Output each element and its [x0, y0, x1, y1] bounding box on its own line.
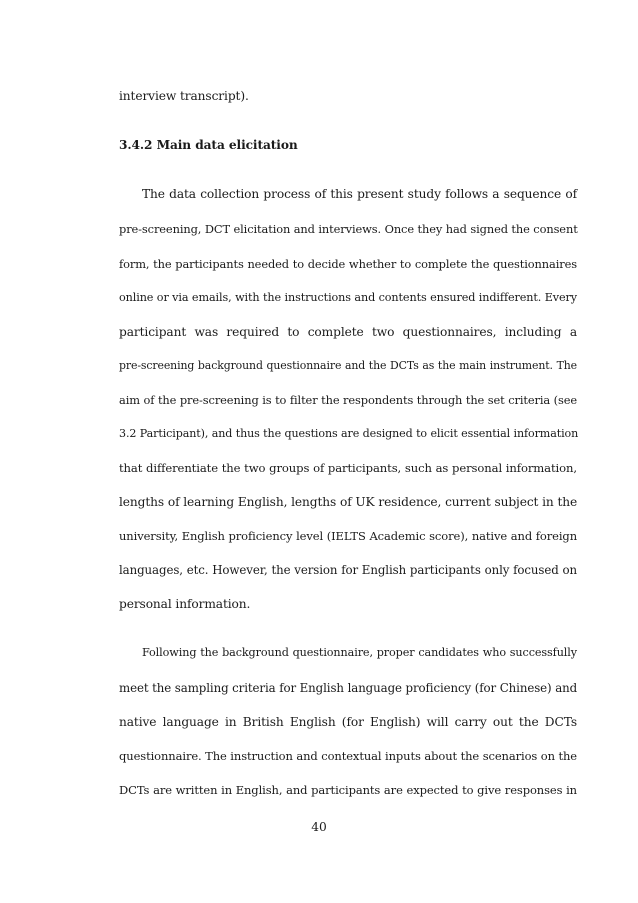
paragraph-1-line: lengths of learning English, lengths of UK residence, current subject in the	[119, 495, 578, 509]
paragraph-1-line: university, English proficiency level (IELTS Academic score), native and foreign	[119, 529, 577, 543]
page-number: 40	[311, 820, 327, 834]
paragraph-1-line: that differentiate the two groups of participants, such as personal information,	[119, 461, 577, 475]
paragraph-1-line: form, the participants needed to decide whether to complete the questionnaires	[119, 257, 577, 271]
paragraph-2-line: questionnaire. The instruction and contextual inputs about the scenarios on the	[119, 749, 577, 763]
paragraph-1-line: 3.2 Participant), and thus the questions are designed to elicit essential information	[119, 427, 579, 440]
paragraph-1-line: languages, etc. However, the version for English participants only focused on	[119, 563, 577, 577]
paragraph-1-line: pre-screening, DCT elicitation and interviews. Once they had signed the consent	[119, 222, 578, 236]
paragraph-1-line: participant was required to complete two questionnaires, including a	[119, 325, 577, 339]
paragraph-2-line: native language in British English (for English) will carry out the DCTs	[119, 715, 577, 729]
paragraph-2-line: Following the background questionnaire, proper candidates who successfully	[142, 646, 577, 659]
paragraph-1-last-line: personal information.	[119, 597, 251, 611]
paragraph-1-line: The data collection process of this present study follows a sequence of	[142, 187, 577, 201]
paragraph-2-line: DCTs are written in English, and participants are expected to give responses in	[119, 783, 577, 797]
paragraph-1-line: aim of the pre-screening is to filter the respondents through the set criteria (see	[119, 393, 577, 407]
paragraph-2-line: meet the sampling criteria for English language proficiency (for Chinese) and	[119, 681, 578, 695]
paragraph-1-line: online or via emails, with the instructions and contents ensured indifferent. Every	[119, 291, 577, 304]
continuation-line: interview transcript).	[119, 89, 249, 103]
section-heading: 3.4.2 Main data elicitation	[119, 138, 298, 152]
paragraph-1-line: pre-screening background questionnaire and the DCTs as the main instrument. The	[119, 359, 577, 372]
